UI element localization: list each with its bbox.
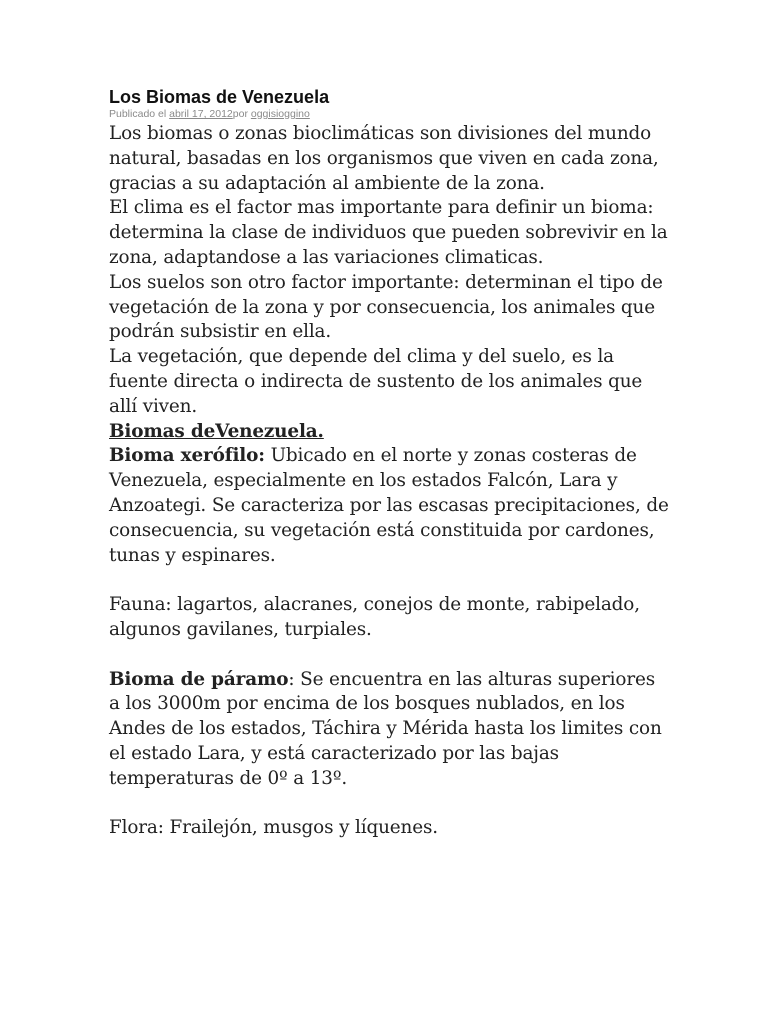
- intro-paragraph: Los suelos son otro factor importante: determinan el tipo de vegetación de la zona y por consecuencia, los animales que podrán subsistir en ella.: [109, 271, 663, 343]
- article: [109, 86, 669, 841]
- xerofilo-label: Bioma xerófilo:: [109, 445, 265, 467]
- article-body: [109, 122, 669, 841]
- intro-paragraph: Los biomas o zonas bioclimáticas son divisiones del mundo natural, basadas en los organismos que viven en cada zona, gracias a su adaptación al ambiente de la zona.: [109, 123, 659, 194]
- author-link[interactable]: oggisioggino: [250, 108, 310, 120]
- paramo-flora: Flora: Frailejón, musgos y líquenes.: [109, 817, 438, 839]
- spacer: [109, 792, 669, 817]
- author-prefix: por: [232, 108, 251, 120]
- article-title: Los Biomas de Venezuela: [109, 87, 330, 107]
- section-heading: Biomas deVenezuela.: [109, 420, 324, 442]
- article-meta: [109, 108, 669, 121]
- xerofilo-fauna: Fauna: lagartos, alacranes, conejos de monte, rabipelado, algunos gavilanes, turpiales.: [109, 594, 640, 640]
- paramo-label: Bioma de páramo: [109, 668, 289, 690]
- spacer: [109, 568, 669, 593]
- paramo-text: : Se encuentra en las alturas superiores a los 3000m por encima de los bosques nublados, en los Andes de los estados, Táchira y Mérida hasta los limites con el estado Lara, y está caracterizado por las bajas temperaturas de 0º a 13º.: [109, 668, 662, 789]
- spacer: [109, 643, 669, 668]
- intro-paragraph: La vegetación, que depende del clima y del suelo, es la fuente directa o indirecta de sustento de los animales que allí viven.: [109, 346, 643, 417]
- date-link[interactable]: abril 17, 2012: [169, 108, 233, 120]
- published-prefix: Publicado el: [109, 108, 170, 120]
- xerofilo-text: Ubicado en el norte y zonas costeras de Venezuela, especialmente en los estados Falcón, Lara y Anzoategi. Se caracteriza por las escasas precipitaciones, de consecuencia, su vegetación está constituida por cardones, tunas y espinares.: [109, 445, 669, 566]
- xerofilo-paragraph: [109, 444, 669, 568]
- intro-paragraph: El clima es el factor mas importante para definir un bioma: determina la clase de individuos que pueden sobrevivir en la zona, adaptandose a las variaciones climaticas.: [109, 197, 668, 268]
- paramo-paragraph: [109, 668, 669, 792]
